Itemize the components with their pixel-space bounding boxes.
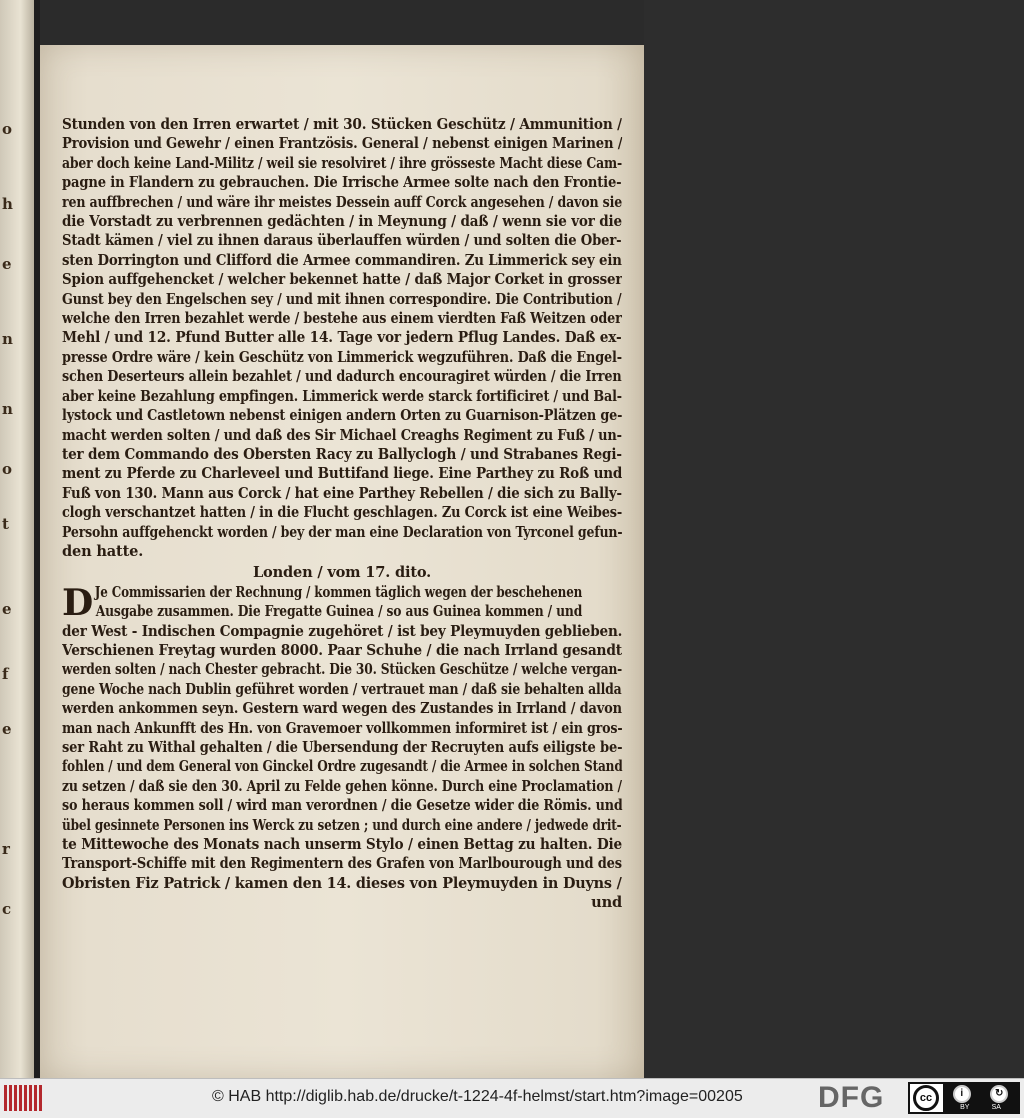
adjacent-page-fragment: e — [2, 720, 12, 738]
text-line: ter dem Commando des Obersten Racy zu Ballyclogh / und Strabanes Regi- — [62, 445, 622, 463]
dfg-logo: DFG — [818, 1081, 885, 1114]
text-line: der West - Indischen Compagnie zugehöret / ist bey Pleymuyden geblieben. — [62, 622, 622, 640]
adjacent-page-fragment: c — [2, 900, 12, 918]
text-line: so heraus kommen soll / wird man verordnen / die Gesetze wider die Römis. und — [62, 797, 623, 815]
catchword: und — [591, 894, 622, 912]
decorated-initial: D — [62, 581, 94, 624]
text-line: ment zu Pferde zu Charleveel und Buttifand liege. Eine Parthey zu Roß und — [62, 465, 622, 483]
text-line: Stadt kämen / viel zu ihnen daraus überlauffen würden / und solten die Ober- — [62, 232, 622, 250]
text-line: Verschienen Freytag wurden 8000. Paar Schuhe / die nach Irrland gesandt — [62, 641, 622, 659]
adjacent-page-fragment: e — [2, 600, 12, 618]
text-line: welche den Irren bezahlet werde / bestehe aus einem vierdten Faß Weitzen oder — [62, 310, 622, 328]
text-line: aber keine Bezahlung empfingen. Limmerick werde starck fortificiret / und Bal- — [62, 387, 622, 405]
text-line: Stunden von den Irren erwartet / mit 30. Stücken Geschütz / Ammunition / — [62, 116, 622, 133]
paragraph-2 — [62, 583, 622, 894]
text-line: fohlen / und dem General von Ginckel Ordre zugesandt / die Armee in solchen Stand — [62, 758, 623, 776]
text-line: den hatte. — [62, 542, 144, 560]
cc-license-terms — [943, 1084, 1018, 1112]
text-line: die Vorstadt zu verbrennen gedächten / in Meynung / daß / wenn sie vor die — [62, 213, 622, 231]
copyright-link[interactable]: © HAB http://diglib.hab.de/drucke/t-1224-4f-helmst/start.htm?image=00205 — [212, 1088, 743, 1105]
scanned-page — [40, 45, 644, 1078]
text-line: werden ankommen seyn. Gestern ward wegen des Zustandes in Irrland / davon — [62, 700, 622, 718]
text-line: Fuß von 130. Mann aus Corck / hat eine Parthey Rebellen / die sich zu Bally- — [62, 484, 622, 502]
paragraph-1 — [62, 115, 622, 561]
attribution-icon: i — [953, 1085, 971, 1103]
cc-icon: cc — [913, 1085, 939, 1111]
text-line: ser Raht zu Withal gehalten / die Ubersendung der Recruyten aufs eiligste be- — [62, 739, 623, 756]
text-line: Je Commissarien der Rechnung / kommen täglich wegen der beschehenen — [94, 583, 583, 601]
cc-sa-label: SA — [991, 1104, 1001, 1111]
text-line: lystock und Castletown nebenst einigen andern Orten zu Guarnison-Plätzen ge- — [62, 407, 622, 425]
share-alike-icon: ↻ — [990, 1085, 1008, 1103]
text-line: werden solten / nach Chester gebracht. Die 30. Stücken Geschütze / welche vergan- — [62, 661, 622, 679]
text-line: pagne in Flandern zu gebrauchen. Die Irrische Armee solte nach den Frontie- — [62, 174, 622, 192]
text-line: Spion auffgehencket / welcher bekennet hatte / daß Major Corket in grosser — [62, 271, 622, 289]
cc-by-label: BY — [960, 1104, 970, 1111]
text-line: Obristen Fiz Patrick / kamen den 14. dieses von Pleymuyden in Duyns / — [62, 874, 622, 892]
adjacent-page-fragment: e — [2, 255, 12, 273]
adjacent-page-fragment: r — [2, 840, 10, 858]
text-line: gene Woche nach Dublin geführet worden / vertrauet man / daß sie behalten allda — [62, 680, 622, 698]
text-line: Transport-Schiffe mit den Regimentern des Grafen von Marlbourough und des — [62, 855, 622, 873]
text-line: Mehl / und 12. Pfund Butter alle 14. Tage vor jedern Pflug Landes. Daß ex- — [62, 329, 622, 347]
hab-logo-icon — [4, 1084, 46, 1112]
text-line: Gunst bey den Engelschen sey / und mit ihnen correspondire. Die Contribution / — [62, 290, 622, 308]
scan-background — [644, 0, 1024, 1078]
page-text — [62, 115, 622, 913]
text-line: macht werden solten / und daß des Sir Michael Creaghs Regiment zu Fuß / un- — [62, 426, 622, 444]
text-line: Persohn auffgehenckt worden / bey der man eine Declaration von Tyrconel gefun- — [62, 523, 623, 541]
adjacent-page-fragment: o — [2, 460, 13, 478]
text-line: presse Ordre wäre / kein Geschütz von Limmerick wegzuführen. Daß die Engel- — [62, 348, 622, 366]
text-line: ren auffbrechen / und wäre ihr meistes Dessein auff Corck angesehen / davon sie — [62, 193, 622, 211]
adjacent-page-fragment: h — [2, 195, 13, 213]
text-line: zu setzen / daß sie den 30. April zu Felde gehen könne. Durch eine Proclamation / — [62, 777, 622, 795]
text-line: man nach Ankunfft des Hn. von Gravemoer vollkommen informiret ist / ein gros- — [62, 719, 623, 737]
text-line: Provision und Gewehr / einen Frantzösis. General / nebenst einigen Marinen / — [62, 135, 623, 153]
adjacent-page-fragment: o — [2, 120, 13, 138]
adjacent-page-fragment: n — [2, 400, 13, 418]
cc-license-badge[interactable] — [908, 1082, 1020, 1114]
text-line: aber doch keine Land-Militz / weil sie resolviret / ihre grösseste Macht diese Cam- — [62, 154, 622, 172]
adjacent-page-fragment: t — [2, 515, 9, 533]
text-line: übel gesinnete Personen ins Werck zu setzen ; und durch eine andere / jedwede drit- — [62, 816, 622, 834]
text-line: sten Dorrington und Clifford die Armee commandiren. Zu Limmerick sey ein — [62, 251, 622, 269]
adjacent-page-fragment: n — [2, 330, 13, 348]
viewer-footer — [0, 1078, 1024, 1118]
text-line: schen Deserteurs allein bezahlet / und dadurch encouragiret würden / die Irren — [62, 368, 622, 386]
text-line: Ausgabe zusammen. Die Fregatte Guinea / so aus Guinea kommen / und — [95, 603, 583, 621]
adjacent-page-edge — [0, 0, 34, 1078]
text-line: te Mittewoche des Monats nach unserm Stylo / einen Bettag zu halten. Die — [62, 836, 622, 854]
dateline: Londen / vom 17. dito. — [252, 564, 432, 582]
text-line: clogh verschantzet hatten / in die Flucht geschlagen. Zu Corck ist eine Weibes- — [62, 504, 623, 522]
adjacent-page-fragment: f — [2, 665, 9, 683]
